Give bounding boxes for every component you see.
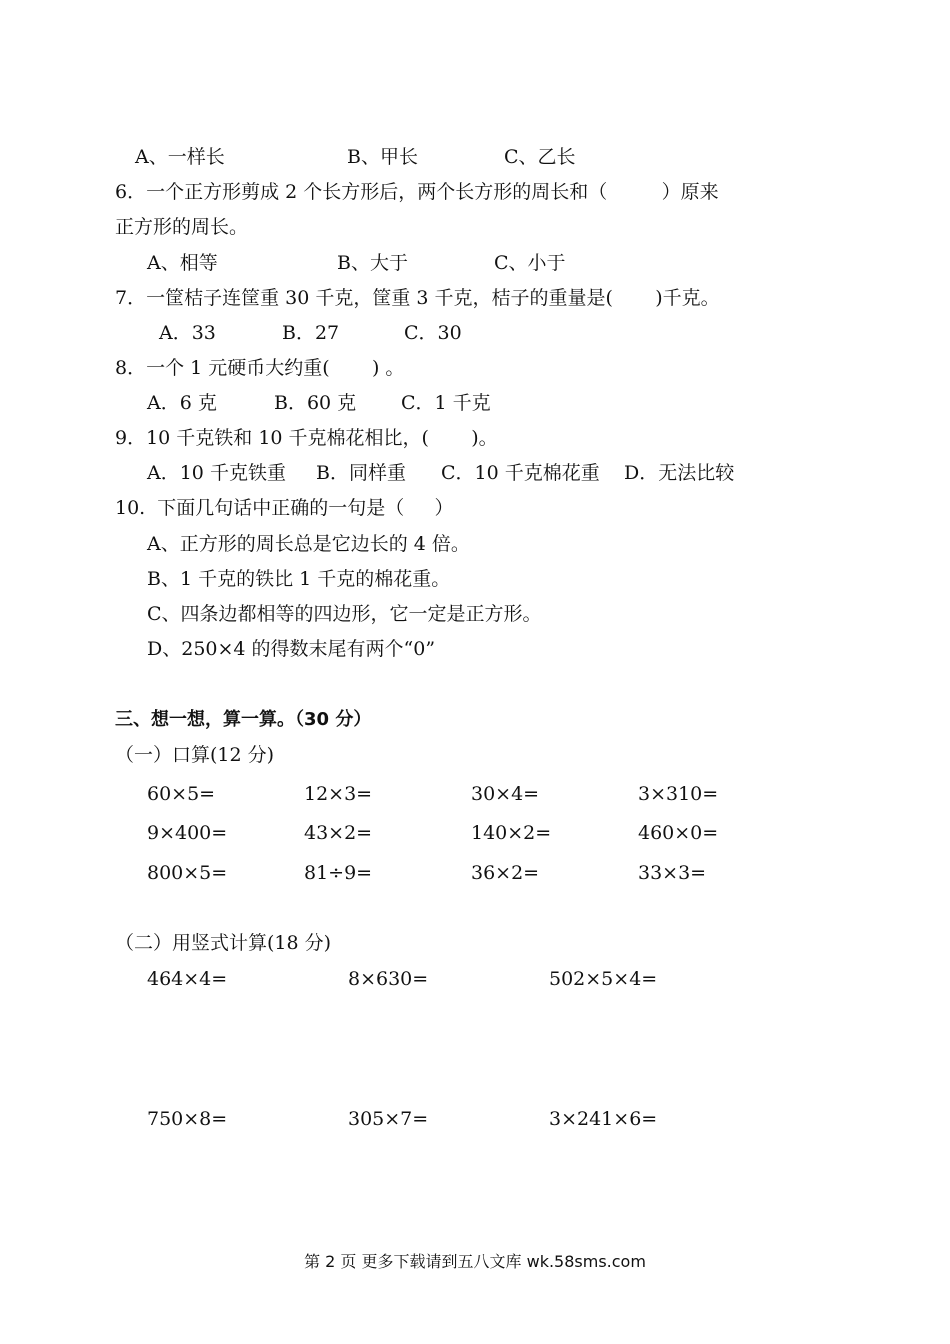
q9-option-d: D．无法比较 [624,462,735,484]
oral-calc-item: 30×4= [471,783,540,805]
section3-title: 三、想一想，算一算。（30 分） [115,709,372,730]
q9-text: 9．10 千克铁和 10 千克棉花相比，( )。 [115,427,498,449]
page-footer: 第 2 页 更多下载请到五八文库 wk.58sms.com [304,1252,646,1271]
oral-calc-item: 12×3= [304,783,373,805]
oral-calc-item: 36×2= [471,862,540,884]
q10-text: 10. 下面几句话中正确的一句是（ ） [115,497,454,519]
vertical-calc-item: 8×630= [348,968,429,990]
q8-option-a: A．6 克 [147,392,217,414]
q6-option-c: C、小于 [494,252,566,274]
q7-option-a: A．33 [159,322,216,344]
oral-calc-item: 9×400= [147,822,228,844]
q5-option-b: B、甲长 [347,146,418,168]
q7-text: 7．一筐桔子连筐重 30 千克，筐重 3 千克，桔子的重量是( )千克。 [115,287,720,309]
vertical-calc-item: 502×5×4= [549,968,658,990]
q8-option-c: C．1 千克 [401,392,491,414]
vertical-calc-item: 464×4= [147,968,228,990]
q10-option-b: B、1 千克的铁比 1 千克的棉花重。 [147,568,451,590]
q10-option-d: D、250×4 的得数末尾有两个“0” [147,638,436,660]
vertical-calc-item: 3×241×6= [549,1108,658,1130]
q10-option-c: C、四条边都相等的四边形，它一定是正方形。 [147,603,542,625]
q6-text-line1: 6．一个正方形剪成 2 个长方形后，两个长方形的周长和（ ）原来 [115,181,719,203]
q7-option-c: C．30 [404,322,462,344]
q5-option-a: A、一样长 [135,146,225,168]
q8-text: 8．一个 1 元硬币大约重( ) 。 [115,357,405,379]
oral-calc-item: 33×3= [638,862,707,884]
q6-option-b: B、大于 [337,252,408,274]
vertical-calc-item: 305×7= [348,1108,429,1130]
q10-option-a: A、正方形的周长总是它边长的 4 倍。 [147,533,470,555]
oral-calc-item: 800×5= [147,862,228,884]
oral-calc-item: 81÷9= [304,862,373,884]
q9-option-c: C．10 千克棉花重 [441,462,600,484]
q5-option-c: C、乙长 [504,146,576,168]
q6-option-a: A、相等 [147,252,218,274]
q6-text-line2: 正方形的周长。 [115,216,249,238]
vertical-calc-item: 750×8= [147,1108,228,1130]
oral-calc-title: （一）口算(12 分) [115,744,275,766]
q8-option-b: B．60 克 [274,392,357,414]
q7-option-b: B．27 [282,322,340,344]
vertical-calc-title: （二）用竖式计算(18 分) [115,932,332,954]
oral-calc-item: 460×0= [638,822,719,844]
q9-option-b: B．同样重 [316,462,406,484]
q9-option-a: A．10 千克铁重 [147,462,286,484]
oral-calc-item: 3×310= [638,783,719,805]
oral-calc-item: 140×2= [471,822,552,844]
oral-calc-item: 60×5= [147,783,216,805]
oral-calc-item: 43×2= [304,822,373,844]
